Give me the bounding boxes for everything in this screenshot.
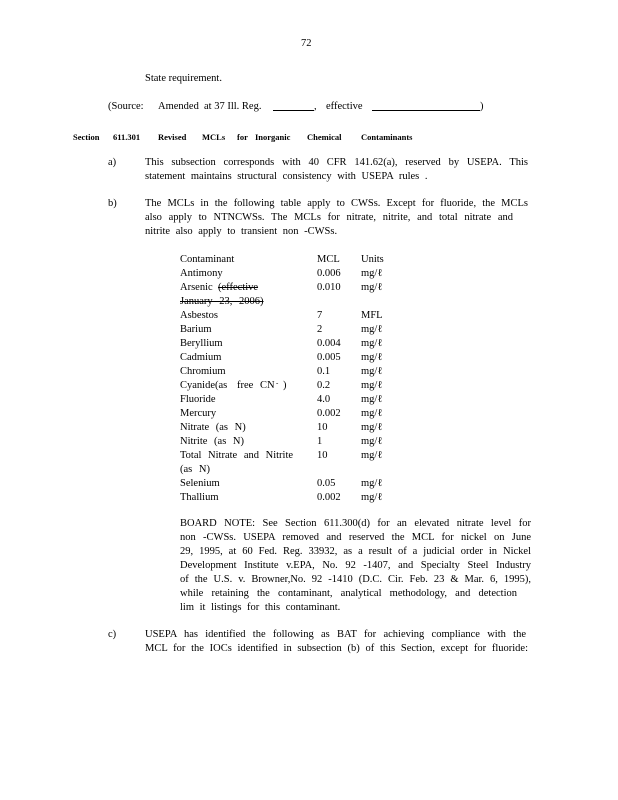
- contaminant-name: Total Nitrate and Nitrite: [180, 450, 294, 461]
- para-a-label: a): [108, 157, 117, 168]
- contaminant-mcl: 0.006: [317, 268, 341, 279]
- heading-mcls: MCLs: [202, 132, 226, 142]
- header-mcl: MCL: [317, 254, 340, 265]
- para-b-label: b): [108, 198, 117, 209]
- state-requirement-text: State requirement.: [145, 73, 222, 84]
- contaminant-mcl: 0.010: [317, 282, 341, 293]
- contaminant-units: mg/ℓ: [361, 282, 383, 293]
- contaminant-units: mg/ℓ: [361, 338, 383, 349]
- effective-date-blank: [372, 100, 480, 111]
- header-units: Units: [361, 254, 384, 265]
- para-a-line-1: This subsection corresponds with 40 CFR 141.62(a), reserved by USEPA. This: [145, 157, 528, 168]
- contaminant-name: Thallium: [180, 492, 219, 503]
- table-row: [180, 309, 390, 323]
- contaminant-mcl: 4.0: [317, 394, 331, 405]
- cyanide-free: free: [237, 380, 254, 391]
- contaminant-mcl: 7: [317, 310, 323, 321]
- contaminant-units: mg/ℓ: [361, 380, 383, 391]
- contaminant-name: Chromium: [180, 366, 226, 377]
- contaminant-mcl: 0.002: [317, 492, 341, 503]
- contaminant-units: mg/ℓ: [361, 268, 383, 279]
- heading-contaminants: Contaminants: [361, 132, 413, 142]
- contaminant-mcl: 0.05: [317, 478, 336, 489]
- contaminant-units: mg/ℓ: [361, 422, 383, 433]
- source-close-paren: ): [480, 101, 484, 112]
- contaminant-name: Cyanide(as: [180, 380, 228, 391]
- page-number: 72: [301, 38, 312, 49]
- contaminant-name: Mercury: [180, 408, 217, 419]
- table-row: [180, 435, 390, 449]
- contaminant-units: MFL: [361, 310, 383, 321]
- contaminant-mcl: 10: [317, 450, 328, 461]
- heading-for: for: [237, 132, 248, 142]
- para-c-line-1: USEPA has identified the following as BAT for achieving compliance with the: [145, 629, 526, 640]
- table-row: [180, 323, 390, 337]
- para-b-line-2: also apply to NTNCWSs. The MCLs for nitrate, nitrite, and total nitrate and: [145, 212, 513, 223]
- total-nitrate-line-2: [180, 463, 390, 477]
- contaminant-units: mg/ℓ: [361, 408, 383, 419]
- contaminant-mcl: 10: [317, 422, 328, 433]
- ill-reg-page-blank: [273, 100, 314, 111]
- contaminant-units: mg/ℓ: [361, 436, 383, 447]
- contaminant-units: mg/ℓ: [361, 366, 383, 377]
- table-row: [180, 407, 390, 421]
- table-row-cyanide: [180, 379, 390, 393]
- ill-reg-reference: at 37 Ill. Reg.: [204, 101, 262, 112]
- arsenic-struck-line-2: [180, 295, 390, 309]
- contaminant-name: Arsenic: [180, 282, 213, 293]
- contaminant-name: Nitrite (as N): [180, 436, 244, 447]
- source-comma: ,: [314, 101, 317, 112]
- table-row: [180, 337, 390, 351]
- para-c-label: c): [108, 629, 117, 640]
- section-word: Section: [73, 132, 100, 142]
- board-note-line-2: non -CWSs. USEPA removed and reserved the MCL for nickel on June: [180, 532, 531, 543]
- table-row: [180, 351, 390, 365]
- board-note-line-6: while retaining the contaminant, analytical methodology, and detection: [180, 588, 517, 599]
- table-header: [180, 253, 390, 267]
- contaminant-units: mg/ℓ: [361, 324, 383, 335]
- contaminant-name: Cadmium: [180, 352, 222, 363]
- contaminant-name: Selenium: [180, 478, 220, 489]
- effective-label: effective: [326, 101, 363, 112]
- para-a-line-2: statement maintains structural consistency with USEPA rules .: [145, 171, 428, 182]
- contaminant-name-cont: (as N): [180, 464, 210, 475]
- contaminant-name: Barium: [180, 324, 212, 335]
- arsenic-struck-effective: (effective: [218, 282, 259, 293]
- para-c-line-2: MCL for the IOCs identified in subsection (b) of this Section, except for fluoride:: [145, 643, 528, 654]
- table-row: [180, 477, 390, 491]
- table-row: [180, 267, 390, 281]
- contaminant-mcl: 1: [317, 436, 323, 447]
- contaminant-units: mg/ℓ: [361, 352, 383, 363]
- contaminant-mcl: 0.005: [317, 352, 341, 363]
- contaminant-name: Fluoride: [180, 394, 216, 405]
- board-note-line-7: lim it listings for this contaminant.: [180, 602, 341, 613]
- amended-label: Amended: [158, 101, 199, 112]
- contaminant-units: mg/ℓ: [361, 478, 383, 489]
- cyanide-superscript: -: [276, 379, 279, 387]
- section-number: 611.301: [113, 132, 141, 142]
- table-row: [180, 421, 390, 435]
- source-label: (Source:: [108, 101, 144, 112]
- para-b-line-3: nitrite also apply to transient non -CWSs.: [145, 226, 338, 237]
- heading-inorganic: Inorganic: [255, 132, 291, 142]
- table-row: [180, 365, 390, 379]
- contaminant-mcl: 0.1: [317, 366, 331, 377]
- board-note-line-1: BOARD NOTE: See Section 611.300(d) for an elevated nitrate level for: [180, 518, 531, 529]
- table-row-arsenic: [180, 281, 390, 295]
- heading-chemical: Chemical: [307, 132, 342, 142]
- contaminant-mcl: 2: [317, 324, 323, 335]
- contaminant-mcl: 0.002: [317, 408, 341, 419]
- arsenic-struck-date: January 23, 2006): [180, 296, 264, 307]
- contaminant-name: Antimony: [180, 268, 223, 279]
- para-b-line-1: The MCLs in the following table apply to CWSs. Except for fluoride, the MCLs: [145, 198, 528, 209]
- contaminant-units: mg/ℓ: [361, 492, 383, 503]
- contaminant-mcl: 0.004: [317, 338, 341, 349]
- heading-revised: Revised: [158, 132, 187, 142]
- contaminant-name: Nitrate (as N): [180, 422, 246, 433]
- header-contaminant: Contaminant: [180, 254, 235, 265]
- cyanide-close-paren: ): [283, 380, 287, 391]
- board-note-line-4: Development Institute v.EPA, No. 92 -1407, and Specialty Steel Industry: [180, 560, 531, 571]
- table-row: [180, 491, 390, 505]
- contaminant-mcl: 0.2: [317, 380, 331, 391]
- contaminant-name: Asbestos: [180, 310, 218, 321]
- contaminant-name: Beryllium: [180, 338, 223, 349]
- contaminant-units: mg/ℓ: [361, 450, 383, 461]
- board-note-line-5: of the U.S. v. Browner,No. 92 -1410 (D.C. Cir. Feb. 23 & Mar. 6, 1995),: [180, 574, 531, 585]
- table-row-total-nitrate: [180, 449, 390, 463]
- table-row: [180, 393, 390, 407]
- cyanide-cn: CN: [260, 380, 275, 391]
- board-note-line-3: 29, 1995, at 60 Fed. Reg. 33932, as a result of a judicial order in Nickel: [180, 546, 531, 557]
- contaminant-units: mg/ℓ: [361, 394, 383, 405]
